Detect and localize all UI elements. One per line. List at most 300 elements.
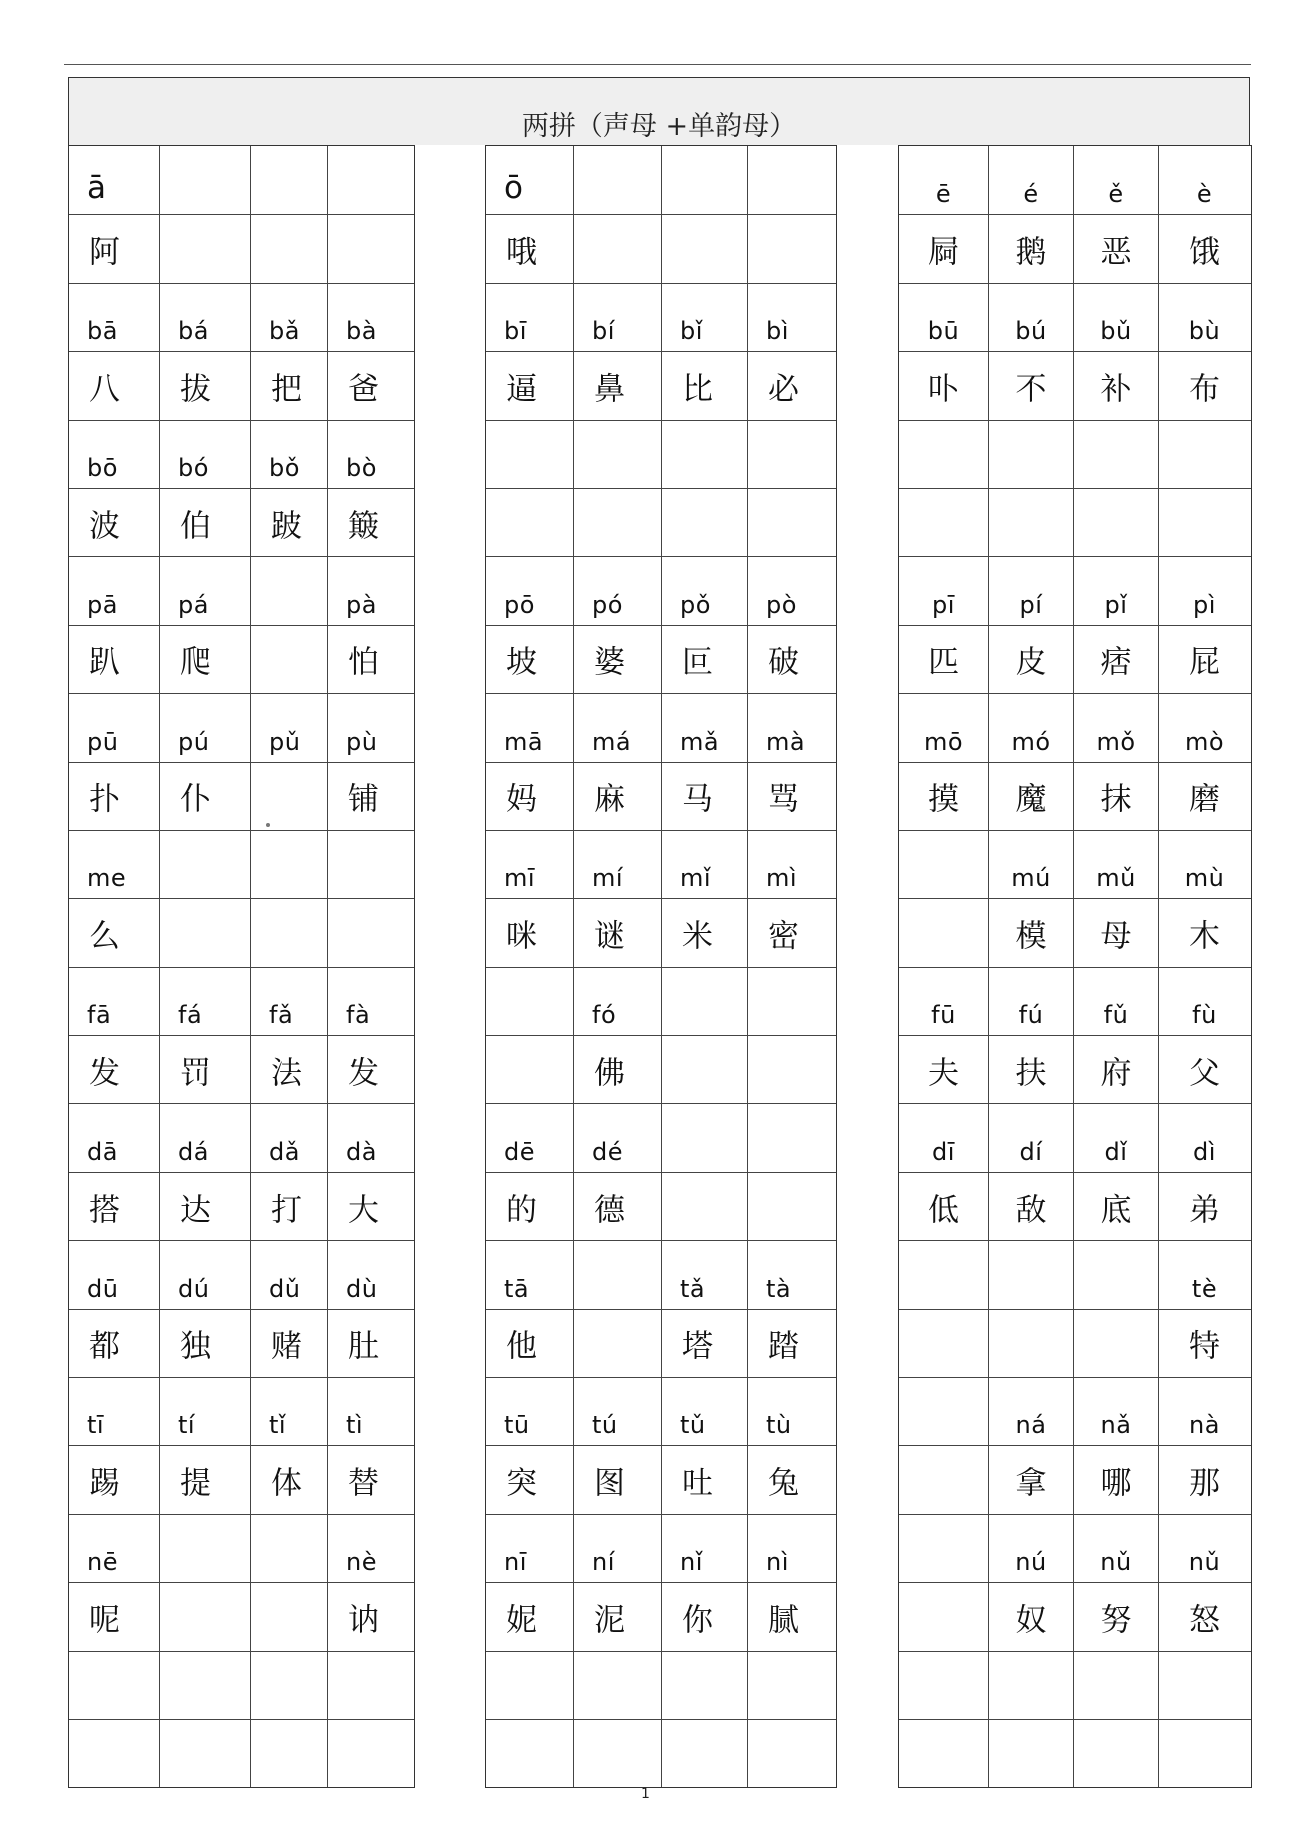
pinyin-cell xyxy=(747,694,835,761)
hanzi-character: 密 xyxy=(768,918,799,955)
page-number: 1 xyxy=(641,1786,650,1802)
hanzi-cell xyxy=(1073,1583,1158,1650)
pinyin-label: bǔ xyxy=(1100,317,1132,346)
pinyin-row xyxy=(69,1651,414,1719)
hanzi-character: 波 xyxy=(89,508,120,545)
pinyin-cell xyxy=(573,1241,661,1308)
hanzi-character: 母 xyxy=(1100,918,1132,955)
pinyin-cell xyxy=(747,1652,835,1719)
hanzi-character: 怒 xyxy=(1189,1602,1220,1639)
pinyin-cell xyxy=(661,1241,747,1308)
hanzi-cell xyxy=(661,763,747,830)
pinyin-cell xyxy=(1158,1104,1250,1171)
pinyin-cell xyxy=(988,421,1073,488)
hanzi-cell xyxy=(573,763,661,830)
pinyin-cell xyxy=(1158,831,1250,898)
hanzi-cell xyxy=(988,626,1073,693)
hanzi-character: 补 xyxy=(1100,371,1132,408)
hanzi-character: 皮 xyxy=(1015,644,1047,681)
pinyin-cell xyxy=(250,557,327,624)
pinyin-cell xyxy=(327,694,413,761)
hanzi-character: 不 xyxy=(1015,371,1047,408)
hanzi-row xyxy=(899,1445,1251,1513)
pinyin-cell xyxy=(327,1652,413,1719)
hanzi-character: 大 xyxy=(348,1192,379,1229)
pinyin-cell xyxy=(250,831,327,898)
pinyin-cell xyxy=(899,831,988,898)
hanzi-character: 哪 xyxy=(1100,1465,1132,1502)
hanzi-character: 父 xyxy=(1189,1055,1220,1092)
hanzi-cell xyxy=(899,1310,988,1377)
pinyin-row xyxy=(899,830,1251,898)
hanzi-cell xyxy=(69,1720,159,1787)
pinyin-row xyxy=(486,1103,836,1171)
pinyin-cell xyxy=(250,694,327,761)
pinyin-label: nē xyxy=(87,1548,118,1577)
hanzi-cell xyxy=(159,1173,250,1240)
hanzi-cell xyxy=(988,1720,1073,1787)
hanzi-cell xyxy=(486,1720,573,1787)
hanzi-cell xyxy=(327,352,413,419)
pinyin-cell xyxy=(747,1515,835,1582)
hanzi-row xyxy=(899,1582,1251,1650)
hanzi-character: 怕 xyxy=(348,644,379,681)
hanzi-cell xyxy=(1158,215,1250,282)
hanzi-cell xyxy=(327,1310,413,1377)
hanzi-cell xyxy=(1073,489,1158,556)
pinyin-cell xyxy=(573,1378,661,1445)
hanzi-cell xyxy=(250,489,327,556)
hanzi-character: 讷 xyxy=(348,1602,379,1639)
pinyin-label: tī xyxy=(87,1411,105,1440)
hanzi-cell xyxy=(486,1173,573,1240)
pinyin-label: bǎ xyxy=(269,317,300,346)
pinyin-label: mā xyxy=(504,727,544,756)
hanzi-cell xyxy=(988,1583,1073,1650)
hanzi-cell xyxy=(1073,899,1158,966)
hanzi-cell xyxy=(988,899,1073,966)
hanzi-cell xyxy=(1073,1173,1158,1240)
pinyin-cell xyxy=(573,284,661,351)
pinyin-row xyxy=(69,1377,414,1445)
pinyin-label: mō xyxy=(923,727,964,756)
pinyin-row xyxy=(486,693,836,761)
section-middle xyxy=(485,145,837,1788)
pinyin-label: mí xyxy=(592,864,624,893)
pinyin-cell xyxy=(573,1652,661,1719)
pinyin-cell xyxy=(69,421,159,488)
pinyin-cell xyxy=(327,1241,413,1308)
hanzi-cell xyxy=(747,899,835,966)
page-title: 两拼（声母 +单韵母） xyxy=(68,77,1250,145)
pinyin-cell xyxy=(159,1652,250,1719)
hanzi-cell xyxy=(573,626,661,693)
pinyin-label: bí xyxy=(592,317,615,346)
hanzi-row xyxy=(899,488,1251,556)
pinyin-cell xyxy=(250,421,327,488)
pinyin-label: tǎ xyxy=(680,1274,706,1303)
pinyin-cell xyxy=(573,831,661,898)
pinyin-cell xyxy=(1073,1378,1158,1445)
pinyin-row xyxy=(899,146,1251,214)
hanzi-row xyxy=(899,1035,1251,1103)
hanzi-character: 腻 xyxy=(768,1602,799,1639)
hanzi-character: 饿 xyxy=(1189,234,1220,271)
pinyin-label: bó xyxy=(178,453,209,482)
hanzi-cell xyxy=(573,215,661,282)
pinyin-label: tú xyxy=(592,1411,618,1440)
hanzi-character: 仆 xyxy=(180,781,211,818)
hanzi-character: 把 xyxy=(271,371,302,408)
pinyin-cell xyxy=(250,1515,327,1582)
pinyin-cell xyxy=(1073,1104,1158,1171)
pinyin-cell xyxy=(899,1241,988,1308)
hanzi-cell xyxy=(1158,899,1250,966)
hanzi-character: 爸 xyxy=(348,371,379,408)
pinyin-cell xyxy=(69,1652,159,1719)
pinyin-cell xyxy=(573,557,661,624)
hanzi-row xyxy=(486,1582,836,1650)
pinyin-cell xyxy=(250,284,327,351)
pinyin-cell xyxy=(69,1104,159,1171)
hanzi-row xyxy=(69,488,414,556)
hanzi-cell xyxy=(661,1310,747,1377)
hanzi-cell xyxy=(988,1036,1073,1103)
pinyin-cell xyxy=(988,694,1073,761)
hanzi-character: 弟 xyxy=(1189,1192,1220,1229)
pinyin-cell xyxy=(661,284,747,351)
hanzi-cell xyxy=(327,1173,413,1240)
pinyin-label: mó xyxy=(1011,727,1051,756)
hanzi-cell xyxy=(69,352,159,419)
hanzi-cell xyxy=(988,1310,1073,1377)
pinyin-label: dǐ xyxy=(1104,1137,1128,1166)
pinyin-row xyxy=(486,1651,836,1719)
hanzi-cell xyxy=(250,1036,327,1103)
pinyin-cell xyxy=(1073,146,1158,214)
pinyin-label: nì xyxy=(766,1548,789,1577)
hanzi-character: 打 xyxy=(271,1192,302,1229)
pinyin-row xyxy=(486,146,836,214)
hanzi-row xyxy=(69,1172,414,1240)
hanzi-character: 鼻 xyxy=(594,371,625,408)
pinyin-label: é xyxy=(1023,180,1039,209)
hanzi-character: 卟 xyxy=(928,371,959,408)
pinyin-cell xyxy=(988,557,1073,624)
pinyin-label: pí xyxy=(1019,590,1043,619)
hanzi-character: 爬 xyxy=(180,644,211,681)
pinyin-cell xyxy=(661,831,747,898)
hanzi-cell xyxy=(661,352,747,419)
hanzi-character: 那 xyxy=(1189,1465,1220,1502)
pinyin-row xyxy=(899,1651,1251,1719)
hanzi-character: 木 xyxy=(1189,918,1220,955)
hanzi-character: 罚 xyxy=(180,1055,211,1092)
hanzi-cell xyxy=(159,352,250,419)
hanzi-cell xyxy=(159,626,250,693)
hanzi-cell xyxy=(69,215,159,282)
hanzi-cell xyxy=(573,1583,661,1650)
pinyin-cell xyxy=(899,694,988,761)
pinyin-cell xyxy=(159,146,250,214)
pinyin-row xyxy=(69,283,414,351)
pinyin-cell xyxy=(747,557,835,624)
pinyin-cell xyxy=(486,1515,573,1582)
hanzi-cell xyxy=(899,215,988,282)
hanzi-character: 阿 xyxy=(89,234,120,271)
pinyin-cell xyxy=(327,968,413,1035)
hanzi-character: 发 xyxy=(348,1055,379,1092)
hanzi-cell xyxy=(573,352,661,419)
hanzi-cell xyxy=(486,1310,573,1377)
pinyin-label: nú xyxy=(1015,1548,1047,1577)
pinyin-label: pǔ xyxy=(269,727,301,756)
pinyin-cell xyxy=(250,968,327,1035)
hanzi-character: 突 xyxy=(506,1465,537,1502)
hanzi-character: 婆 xyxy=(594,644,625,681)
pinyin-cell xyxy=(327,1104,413,1171)
pinyin-label: bǐ xyxy=(680,317,703,346)
pinyin-label: dē xyxy=(504,1137,535,1166)
hanzi-cell xyxy=(988,215,1073,282)
hanzi-character: 府 xyxy=(1100,1055,1132,1092)
pinyin-cell xyxy=(1158,1241,1250,1308)
hanzi-cell xyxy=(486,1583,573,1650)
hanzi-character: 咪 xyxy=(506,918,537,955)
pinyin-cell xyxy=(899,1652,988,1719)
hanzi-character: 法 xyxy=(271,1055,302,1092)
hanzi-cell xyxy=(661,1036,747,1103)
pinyin-label: è xyxy=(1196,180,1213,209)
hanzi-row xyxy=(69,1719,414,1787)
pinyin-label: dì xyxy=(1193,1137,1216,1166)
pinyin-label: bà xyxy=(346,317,377,346)
hanzi-character: 匹 xyxy=(928,644,959,681)
hanzi-cell xyxy=(486,899,573,966)
hanzi-cell xyxy=(1158,1720,1250,1787)
pinyin-cell xyxy=(327,831,413,898)
hanzi-cell xyxy=(1073,626,1158,693)
pinyin-label: pā xyxy=(87,590,118,619)
hanzi-row xyxy=(899,625,1251,693)
pinyin-cell xyxy=(988,1241,1073,1308)
pinyin-cell xyxy=(250,1104,327,1171)
pinyin-cell xyxy=(899,146,988,214)
pinyin-label: tù xyxy=(766,1411,792,1440)
pinyin-label: bǒ xyxy=(269,453,300,482)
hanzi-character: 佛 xyxy=(594,1055,625,1092)
hanzi-character: 铺 xyxy=(348,781,379,818)
hanzi-cell xyxy=(573,1310,661,1377)
pinyin-label: nǔ xyxy=(1188,1548,1221,1577)
hanzi-cell xyxy=(69,763,159,830)
hanzi-character: 哦 xyxy=(506,234,537,271)
hanzi-row xyxy=(69,625,414,693)
pinyin-label: pà xyxy=(346,590,377,619)
pinyin-cell xyxy=(1158,1378,1250,1445)
pinyin-label: dù xyxy=(346,1274,378,1303)
pinyin-cell xyxy=(159,831,250,898)
hanzi-cell xyxy=(327,1583,413,1650)
pinyin-label: mǔ xyxy=(1096,864,1136,893)
hanzi-character: 呢 xyxy=(89,1602,120,1639)
pinyin-cell xyxy=(899,1515,988,1582)
hanzi-cell xyxy=(486,352,573,419)
hanzi-character: 赌 xyxy=(271,1328,302,1365)
hanzi-cell xyxy=(69,1310,159,1377)
pinyin-label: tū xyxy=(504,1411,530,1440)
pinyin-cell xyxy=(69,1241,159,1308)
top-rule xyxy=(64,64,1251,65)
hanzi-character: 肚 xyxy=(348,1328,379,1365)
pinyin-cell xyxy=(1158,1515,1250,1582)
hanzi-cell xyxy=(1158,1446,1250,1513)
pinyin-label: fà xyxy=(346,1001,371,1030)
hanzi-character: 吐 xyxy=(682,1465,713,1502)
stray-dot xyxy=(266,823,270,827)
pinyin-cell xyxy=(327,1378,413,1445)
hanzi-row xyxy=(486,214,836,282)
hanzi-cell xyxy=(327,899,413,966)
hanzi-character: 妈 xyxy=(506,781,537,818)
hanzi-character: 你 xyxy=(682,1602,713,1639)
hanzi-cell xyxy=(988,489,1073,556)
hanzi-character: 的 xyxy=(506,1192,537,1229)
pinyin-cell xyxy=(159,1104,250,1171)
hanzi-cell xyxy=(250,1310,327,1377)
hanzi-row xyxy=(486,625,836,693)
hanzi-character: 妮 xyxy=(506,1602,537,1639)
hanzi-cell xyxy=(747,352,835,419)
pinyin-label: nǐ xyxy=(680,1548,703,1577)
pinyin-label: bī xyxy=(504,317,527,346)
pinyin-cell xyxy=(1158,1652,1250,1719)
pinyin-row xyxy=(486,967,836,1035)
pinyin-cell xyxy=(486,1652,573,1719)
pinyin-cell xyxy=(327,557,413,624)
pinyin-label: nǎ xyxy=(1100,1411,1132,1440)
hanzi-row xyxy=(486,898,836,966)
hanzi-character: 簸 xyxy=(348,508,379,545)
pinyin-label: dū xyxy=(87,1274,119,1303)
pinyin-label: me xyxy=(87,864,127,893)
pinyin-cell xyxy=(69,1515,159,1582)
hanzi-cell xyxy=(1073,1036,1158,1103)
pinyin-label: tà xyxy=(766,1274,792,1303)
pinyin-row xyxy=(486,420,836,488)
hanzi-row xyxy=(486,762,836,830)
hanzi-cell xyxy=(1158,1583,1250,1650)
pinyin-cell xyxy=(159,1515,250,1582)
hanzi-cell xyxy=(327,1036,413,1103)
hanzi-cell xyxy=(159,489,250,556)
hanzi-row xyxy=(899,1719,1251,1787)
pinyin-row xyxy=(69,1240,414,1308)
hanzi-character: 他 xyxy=(506,1328,537,1365)
hanzi-character: 搭 xyxy=(89,1192,120,1229)
pinyin-cell xyxy=(661,421,747,488)
hanzi-character: 谜 xyxy=(594,918,625,955)
pinyin-cell xyxy=(899,968,988,1035)
hanzi-character: 替 xyxy=(348,1465,379,1502)
hanzi-cell xyxy=(486,626,573,693)
hanzi-cell xyxy=(747,1720,835,1787)
hanzi-cell xyxy=(1158,352,1250,419)
hanzi-cell xyxy=(159,215,250,282)
hanzi-character: 图 xyxy=(594,1465,625,1502)
hanzi-cell xyxy=(69,899,159,966)
pinyin-label: nà xyxy=(1189,1411,1220,1440)
pinyin-label: pǐ xyxy=(1104,590,1128,619)
pinyin-cell xyxy=(250,146,327,214)
pinyin-row xyxy=(69,967,414,1035)
pinyin-row xyxy=(486,556,836,624)
hanzi-cell xyxy=(327,1446,413,1513)
pinyin-cell xyxy=(159,968,250,1035)
section-left xyxy=(68,145,415,1788)
hanzi-cell xyxy=(661,215,747,282)
pinyin-label: dā xyxy=(87,1137,118,1166)
hanzi-row xyxy=(69,762,414,830)
hanzi-cell xyxy=(1158,626,1250,693)
pinyin-label: pú xyxy=(178,727,210,756)
pinyin-cell xyxy=(988,1652,1073,1719)
pinyin-label: dǔ xyxy=(269,1274,301,1303)
hanzi-cell xyxy=(661,626,747,693)
pinyin-row xyxy=(899,693,1251,761)
hanzi-row xyxy=(899,898,1251,966)
hanzi-cell xyxy=(69,1173,159,1240)
hanzi-cell xyxy=(1073,352,1158,419)
hanzi-character: 米 xyxy=(682,918,713,955)
pinyin-cell xyxy=(1073,831,1158,898)
pinyin-label: fā xyxy=(87,1001,112,1030)
hanzi-character: 逼 xyxy=(506,371,537,408)
hanzi-cell xyxy=(899,899,988,966)
hanzi-row xyxy=(69,1309,414,1377)
pinyin-cell xyxy=(661,968,747,1035)
hanzi-character: 踢 xyxy=(89,1465,120,1502)
pinyin-label: mú xyxy=(1011,864,1051,893)
hanzi-row xyxy=(899,214,1251,282)
pinyin-cell xyxy=(899,1104,988,1171)
pinyin-label: mì xyxy=(766,864,798,893)
pinyin-cell xyxy=(899,557,988,624)
hanzi-character: 努 xyxy=(1100,1602,1132,1639)
pinyin-row xyxy=(69,1103,414,1171)
pinyin-cell xyxy=(1073,1652,1158,1719)
pinyin-label: tǔ xyxy=(680,1411,706,1440)
hanzi-cell xyxy=(486,1036,573,1103)
pinyin-row xyxy=(486,283,836,351)
hanzi-cell xyxy=(1073,1310,1158,1377)
hanzi-row xyxy=(486,1035,836,1103)
hanzi-character: 痞 xyxy=(1100,644,1132,681)
hanzi-cell xyxy=(159,1720,250,1787)
hanzi-character: 恶 xyxy=(1100,234,1132,271)
pinyin-label: dú xyxy=(178,1274,210,1303)
pinyin-label: bá xyxy=(178,317,209,346)
hanzi-cell xyxy=(661,899,747,966)
hanzi-cell xyxy=(69,489,159,556)
pinyin-cell xyxy=(1073,968,1158,1035)
pinyin-row xyxy=(899,420,1251,488)
pinyin-cell xyxy=(747,1241,835,1308)
hanzi-cell xyxy=(747,1173,835,1240)
hanzi-character: 么 xyxy=(89,918,120,955)
pinyin-cell xyxy=(747,421,835,488)
pinyin-label: mǐ xyxy=(680,864,712,893)
